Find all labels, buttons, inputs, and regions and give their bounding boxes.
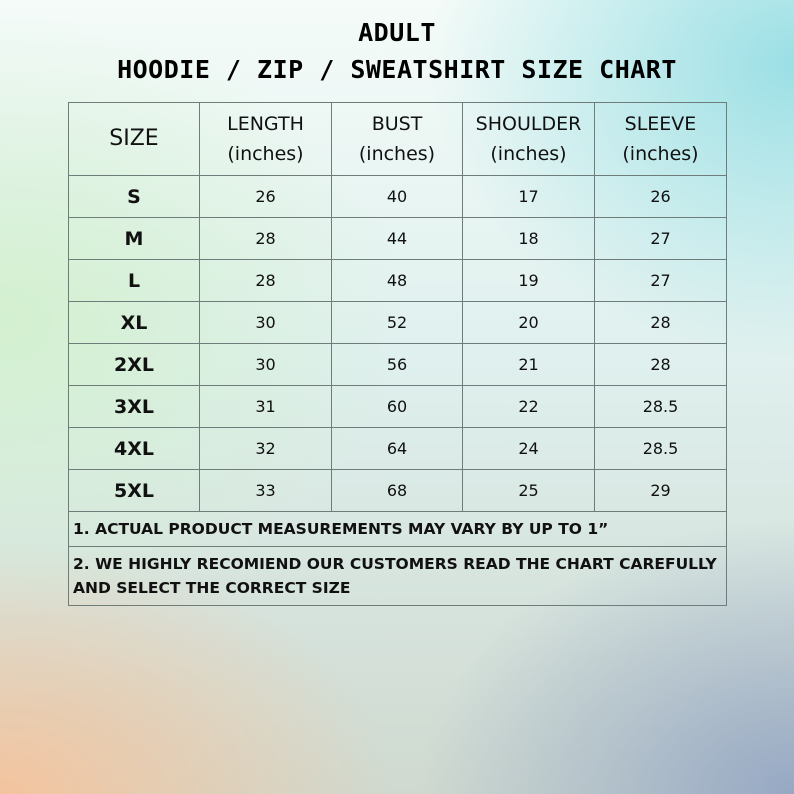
table-row <box>69 260 727 302</box>
size-cell: L <box>69 260 200 302</box>
header-length <box>200 103 332 176</box>
header-shoulder <box>463 103 595 176</box>
bust-cell: 44 <box>332 218 463 260</box>
header-label: SHOULDER <box>475 113 582 135</box>
note-row <box>69 547 727 606</box>
table-row <box>69 302 727 344</box>
sleeve-cell: 26 <box>595 176 727 218</box>
shoulder-cell: 17 <box>463 176 595 218</box>
shoulder-cell: 19 <box>463 260 595 302</box>
sleeve-cell: 27 <box>595 260 727 302</box>
table-row <box>69 428 727 470</box>
table-row <box>69 470 727 512</box>
header-bust <box>332 103 463 176</box>
header-sleeve <box>595 103 727 176</box>
bust-cell: 52 <box>332 302 463 344</box>
length-cell: 30 <box>200 302 332 344</box>
size-cell: 5XL <box>69 470 200 512</box>
length-cell: 26 <box>200 176 332 218</box>
length-cell: 30 <box>200 344 332 386</box>
size-cell: XL <box>69 302 200 344</box>
length-cell: 28 <box>200 218 332 260</box>
chart-title-line2: HOODIE / ZIP / SWEATSHIRT SIZE CHART <box>117 55 677 84</box>
shoulder-cell: 22 <box>463 386 595 428</box>
bust-cell: 64 <box>332 428 463 470</box>
sleeve-cell: 29 <box>595 470 727 512</box>
length-cell: 32 <box>200 428 332 470</box>
table-row <box>69 218 727 260</box>
header-label: BUST <box>371 113 423 135</box>
bust-cell: 56 <box>332 344 463 386</box>
table-row <box>69 386 727 428</box>
header-label: SLEEVE <box>624 113 697 135</box>
bust-cell: 60 <box>332 386 463 428</box>
size-cell: S <box>69 176 200 218</box>
size-chart-table <box>68 102 727 606</box>
header-row <box>69 103 727 176</box>
shoulder-cell: 24 <box>463 428 595 470</box>
header-unit: (inches) <box>227 143 304 165</box>
header-unit: (inches) <box>490 143 567 165</box>
table-row <box>69 176 727 218</box>
size-cell: 3XL <box>69 386 200 428</box>
header-unit: (inches) <box>358 143 436 165</box>
sleeve-cell: 28 <box>595 344 727 386</box>
length-cell: 28 <box>200 260 332 302</box>
size-cell: 4XL <box>69 428 200 470</box>
sleeve-cell: 28 <box>595 302 727 344</box>
note-row <box>69 512 727 547</box>
length-cell: 31 <box>200 386 332 428</box>
length-cell: 33 <box>200 470 332 512</box>
sleeve-cell: 28.5 <box>595 386 727 428</box>
chart-title-line1: ADULT <box>358 18 436 47</box>
bust-cell: 40 <box>332 176 463 218</box>
bust-cell: 68 <box>332 470 463 512</box>
size-cell: 2XL <box>69 344 200 386</box>
header-size-label: SIZE <box>109 126 159 151</box>
header-size <box>69 103 200 176</box>
bust-cell: 48 <box>332 260 463 302</box>
table-row <box>69 344 727 386</box>
shoulder-cell: 21 <box>463 344 595 386</box>
shoulder-cell: 25 <box>463 470 595 512</box>
sleeve-cell: 27 <box>595 218 727 260</box>
note-2: 2. WE HIGHLY RECOMIEND OUR CUSTOMERS READ THE CHART CAREFULLY AND SELECT THE CORRECT SIZE <box>69 547 727 606</box>
size-cell: M <box>69 218 200 260</box>
shoulder-cell: 18 <box>463 218 595 260</box>
shoulder-cell: 20 <box>463 302 595 344</box>
note-1: 1. ACTUAL PRODUCT MEASUREMENTS MAY VARY BY UP TO 1” <box>69 512 727 547</box>
sleeve-cell: 28.5 <box>595 428 727 470</box>
header-unit: (inches) <box>622 143 699 165</box>
header-label: LENGTH <box>227 113 304 135</box>
